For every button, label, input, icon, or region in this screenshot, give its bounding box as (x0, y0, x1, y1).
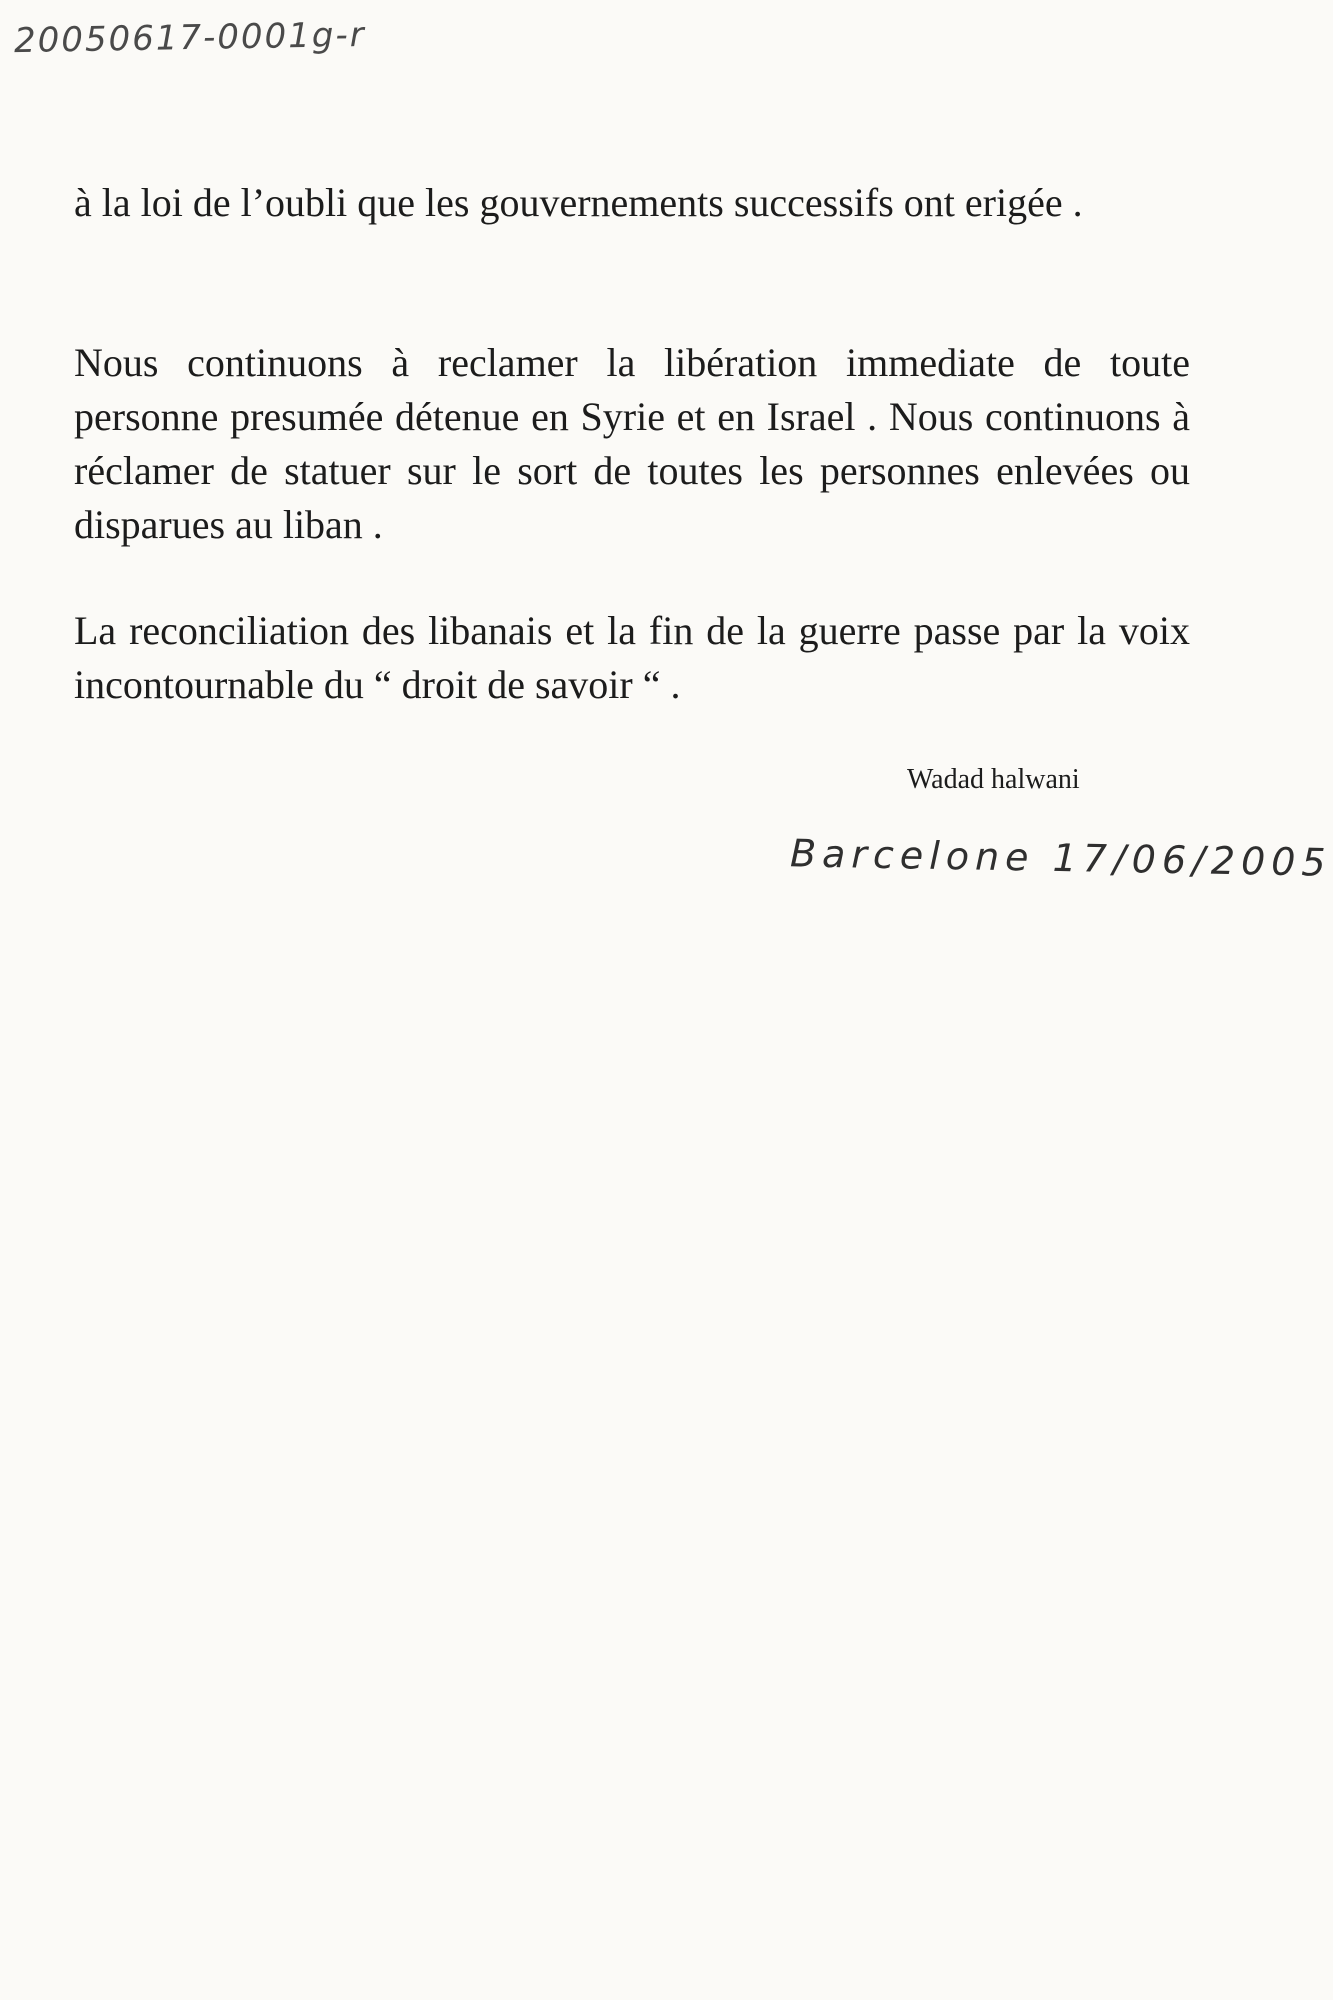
paragraph-3: La reconciliation des libanais et la fin de la guerre passe par la voix incontournable du “ droit de savoir “ . (74, 608, 1190, 707)
handwritten-reference-number: 20050617-0001g-r (13, 14, 367, 62)
paragraph-1: à la loi de l’oubli que les gouvernements successifs ont erigée . (74, 180, 1083, 225)
signature-name: Wadad halwani (907, 764, 1080, 795)
paragraph-2: Nous continuons à reclamer la libération immediate de toute personne presumée détenue en Syrie et en Israel . Nous continuons à réclamer de statuer sur le sort de toutes les personnes enlevées ou disparues au liban . (74, 340, 1190, 547)
handwritten-place-date: Barcelone 17/06/2005 (789, 831, 1332, 885)
